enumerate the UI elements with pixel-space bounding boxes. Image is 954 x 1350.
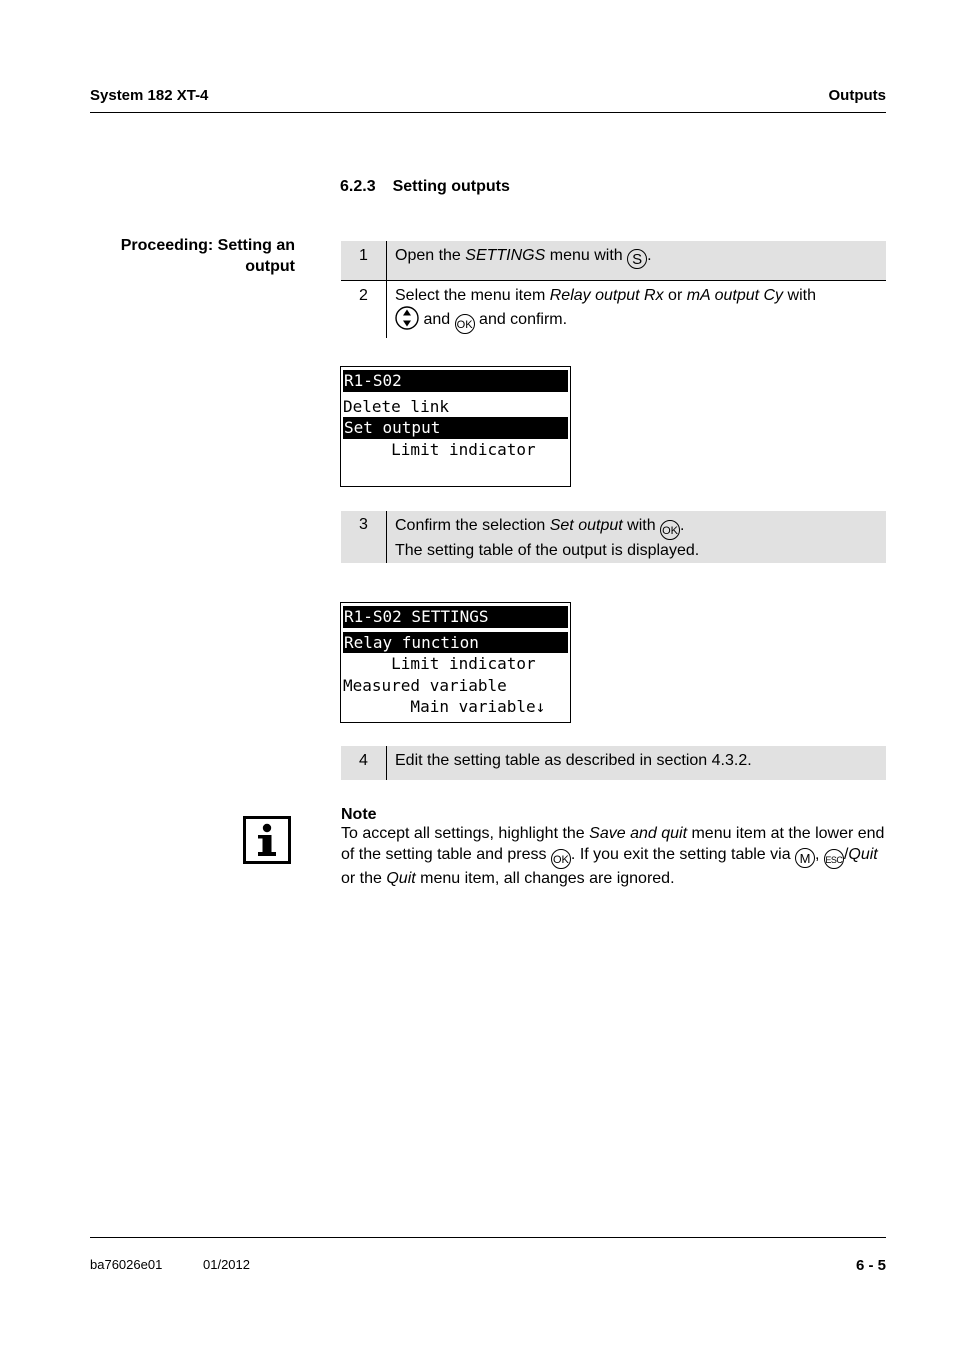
m-key-icon: M	[795, 848, 815, 868]
note	[341, 806, 889, 889]
lcd-line: Delete link	[343, 396, 449, 416]
lcd-title: R1-S02	[343, 370, 568, 392]
footer-doc-id: ba76026e01	[90, 1257, 163, 1272]
step-number: 2	[341, 281, 387, 339]
step-number: 4	[341, 746, 387, 780]
ok-key-icon: OK	[551, 849, 571, 869]
lcd-line: Limit indicator	[343, 654, 536, 673]
footer-date: 01/2012	[203, 1257, 250, 1272]
lcd-line: Measured variable	[343, 675, 507, 695]
header-right: Outputs	[828, 87, 886, 104]
steps-table-2	[341, 511, 886, 563]
lcd-title: R1-S02 SETTINGS	[343, 606, 568, 628]
side-heading-line2: output	[245, 258, 295, 275]
esc-key-icon: ESC	[824, 849, 844, 869]
side-heading	[55, 235, 295, 277]
header-rule	[90, 112, 886, 113]
steps-table-1	[341, 241, 886, 338]
step-number: 3	[341, 511, 387, 563]
side-heading-line1: Proceeding: Setting an	[120, 237, 295, 254]
note-title: Note	[341, 806, 377, 823]
step-row-3	[341, 511, 886, 563]
lcd-display-2	[340, 602, 571, 723]
step-text: Select the menu item Relay output Rx or mA output Cy with and OK and confirm.	[387, 281, 887, 339]
section-number: 6.2.3	[340, 178, 376, 195]
lcd-line-selected: Relay function	[343, 632, 568, 654]
page-number: 6 - 5	[855, 1257, 886, 1274]
lcd-display-1	[340, 366, 571, 487]
step-text: Confirm the selection Set output with OK . The setting table of the output is displayed.	[395, 517, 700, 559]
step-row-1	[341, 241, 886, 281]
lcd-line: Main variable↓	[343, 697, 546, 716]
lcd-line-selected: Set output	[343, 417, 568, 439]
ok-key-icon: OK	[660, 520, 680, 540]
lcd-line: Limit indicator	[343, 439, 536, 459]
header-left: System 182 XT-4	[90, 87, 209, 104]
steps-table-3	[341, 746, 886, 780]
footer-rule	[90, 1237, 886, 1238]
ok-key-icon: OK	[455, 314, 475, 334]
step-number: 1	[341, 241, 387, 281]
step-text: Edit the setting table as described in section 4.3.2.	[395, 752, 752, 769]
info-icon	[243, 816, 291, 864]
step-row-2	[341, 281, 886, 339]
up-down-key-icon	[395, 306, 419, 330]
note-body: To accept all settings, highlight the Save and quit menu item at the lower end of the setting table and press OK . If you exit the setting table via M , ESC/Quit or the Quit menu item, all changes are ignored.	[341, 825, 885, 887]
section-title: Setting outputs	[392, 178, 510, 195]
step-text: Open the SETTINGS menu with S .	[395, 247, 652, 268]
section-heading	[340, 178, 510, 196]
s-key-icon: S	[627, 249, 647, 269]
step-row-4	[341, 746, 886, 780]
